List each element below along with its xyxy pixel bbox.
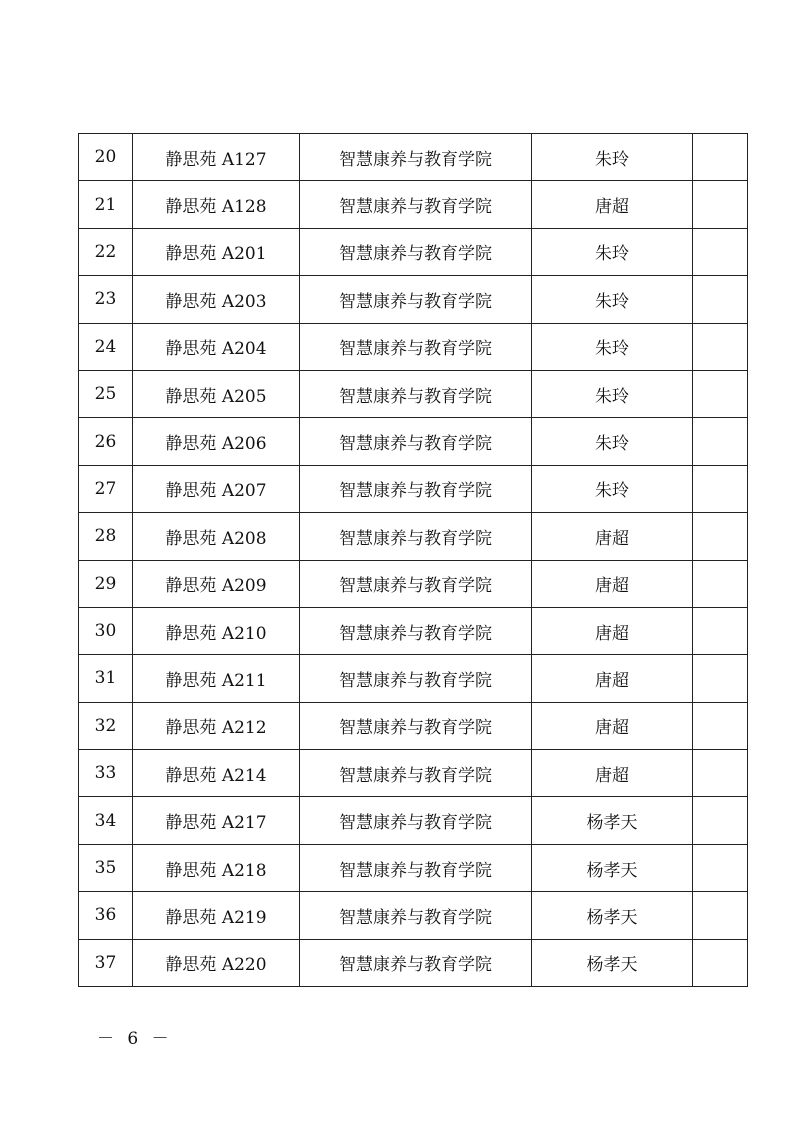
table-row <box>79 228 748 275</box>
person-cell: 杨孝天 <box>532 844 693 891</box>
college-cell: 智慧康养与教育学院 <box>300 418 532 465</box>
note-cell <box>693 844 748 891</box>
note-cell <box>693 560 748 607</box>
college-cell: 智慧康养与教育学院 <box>300 228 532 275</box>
note-cell <box>693 655 748 702</box>
college-cell: 智慧康养与教育学院 <box>300 939 532 986</box>
table-row <box>79 797 748 844</box>
person-cell: 杨孝天 <box>532 892 693 939</box>
row-number-cell: 32 <box>79 702 133 749</box>
row-number-cell: 35 <box>79 844 133 891</box>
row-number-cell: 28 <box>79 513 133 560</box>
person-cell: 杨孝天 <box>532 939 693 986</box>
person-cell: 朱玲 <box>532 134 693 181</box>
table-row <box>79 750 748 797</box>
room-cell: 静思苑 A212 <box>133 702 300 749</box>
college-cell: 智慧康养与教育学院 <box>300 655 532 702</box>
college-cell: 智慧康养与教育学院 <box>300 276 532 323</box>
table-row <box>79 418 748 465</box>
row-number-cell: 36 <box>79 892 133 939</box>
person-cell: 唐超 <box>532 655 693 702</box>
note-cell <box>693 465 748 512</box>
college-cell: 智慧康养与教育学院 <box>300 323 532 370</box>
table-row <box>79 844 748 891</box>
college-cell: 智慧康养与教育学院 <box>300 465 532 512</box>
person-cell: 朱玲 <box>532 276 693 323</box>
note-cell <box>693 228 748 275</box>
table-row <box>79 892 748 939</box>
college-cell: 智慧康养与教育学院 <box>300 607 532 654</box>
dorm-assignment-table <box>78 133 748 987</box>
row-number-cell: 22 <box>79 228 133 275</box>
room-cell: 静思苑 A206 <box>133 418 300 465</box>
row-number-cell: 26 <box>79 418 133 465</box>
room-cell: 静思苑 A217 <box>133 797 300 844</box>
note-cell <box>693 134 748 181</box>
table-row <box>79 702 748 749</box>
row-number-cell: 24 <box>79 323 133 370</box>
college-cell: 智慧康养与教育学院 <box>300 181 532 228</box>
person-cell: 唐超 <box>532 513 693 560</box>
table-row <box>79 655 748 702</box>
room-cell: 静思苑 A127 <box>133 134 300 181</box>
table-row <box>79 465 748 512</box>
college-cell: 智慧康养与教育学院 <box>300 844 532 891</box>
person-cell: 杨孝天 <box>532 797 693 844</box>
table-row <box>79 513 748 560</box>
note-cell <box>693 797 748 844</box>
room-cell: 静思苑 A201 <box>133 228 300 275</box>
table-row <box>79 181 748 228</box>
note-cell <box>693 513 748 560</box>
note-cell <box>693 750 748 797</box>
note-cell <box>693 181 748 228</box>
college-cell: 智慧康养与教育学院 <box>300 702 532 749</box>
room-cell: 静思苑 A204 <box>133 323 300 370</box>
note-cell <box>693 702 748 749</box>
person-cell: 唐超 <box>532 702 693 749</box>
note-cell <box>693 939 748 986</box>
room-cell: 静思苑 A211 <box>133 655 300 702</box>
table-body <box>79 134 748 987</box>
college-cell: 智慧康养与教育学院 <box>300 560 532 607</box>
table-row <box>79 607 748 654</box>
note-cell <box>693 892 748 939</box>
row-number-cell: 37 <box>79 939 133 986</box>
row-number-cell: 20 <box>79 134 133 181</box>
row-number-cell: 29 <box>79 560 133 607</box>
person-cell: 朱玲 <box>532 418 693 465</box>
person-cell: 唐超 <box>532 607 693 654</box>
room-cell: 静思苑 A205 <box>133 370 300 417</box>
room-cell: 静思苑 A128 <box>133 181 300 228</box>
table-row <box>79 939 748 986</box>
row-number-cell: 31 <box>79 655 133 702</box>
note-cell <box>693 418 748 465</box>
room-cell: 静思苑 A209 <box>133 560 300 607</box>
table-row <box>79 276 748 323</box>
row-number-cell: 33 <box>79 750 133 797</box>
room-cell: 静思苑 A220 <box>133 939 300 986</box>
room-cell: 静思苑 A219 <box>133 892 300 939</box>
college-cell: 智慧康养与教育学院 <box>300 797 532 844</box>
college-cell: 智慧康养与教育学院 <box>300 370 532 417</box>
room-cell: 静思苑 A214 <box>133 750 300 797</box>
person-cell: 朱玲 <box>532 323 693 370</box>
row-number-cell: 30 <box>79 607 133 654</box>
room-cell: 静思苑 A207 <box>133 465 300 512</box>
row-number-cell: 34 <box>79 797 133 844</box>
room-cell: 静思苑 A210 <box>133 607 300 654</box>
room-cell: 静思苑 A208 <box>133 513 300 560</box>
note-cell <box>693 370 748 417</box>
row-number-cell: 27 <box>79 465 133 512</box>
row-number-cell: 25 <box>79 370 133 417</box>
room-cell: 静思苑 A218 <box>133 844 300 891</box>
college-cell: 智慧康养与教育学院 <box>300 750 532 797</box>
person-cell: 唐超 <box>532 560 693 607</box>
note-cell <box>693 607 748 654</box>
table-row <box>79 134 748 181</box>
row-number-cell: 21 <box>79 181 133 228</box>
table-row <box>79 560 748 607</box>
person-cell: 朱玲 <box>532 370 693 417</box>
person-cell: 朱玲 <box>532 228 693 275</box>
table-row <box>79 370 748 417</box>
person-cell: 朱玲 <box>532 465 693 512</box>
college-cell: 智慧康养与教育学院 <box>300 892 532 939</box>
college-cell: 智慧康养与教育学院 <box>300 134 532 181</box>
college-cell: 智慧康养与教育学院 <box>300 513 532 560</box>
note-cell <box>693 276 748 323</box>
person-cell: 唐超 <box>532 750 693 797</box>
room-cell: 静思苑 A203 <box>133 276 300 323</box>
note-cell <box>693 323 748 370</box>
table-row <box>79 323 748 370</box>
person-cell: 唐超 <box>532 181 693 228</box>
row-number-cell: 23 <box>79 276 133 323</box>
page-number: － 6 － <box>97 1029 173 1049</box>
